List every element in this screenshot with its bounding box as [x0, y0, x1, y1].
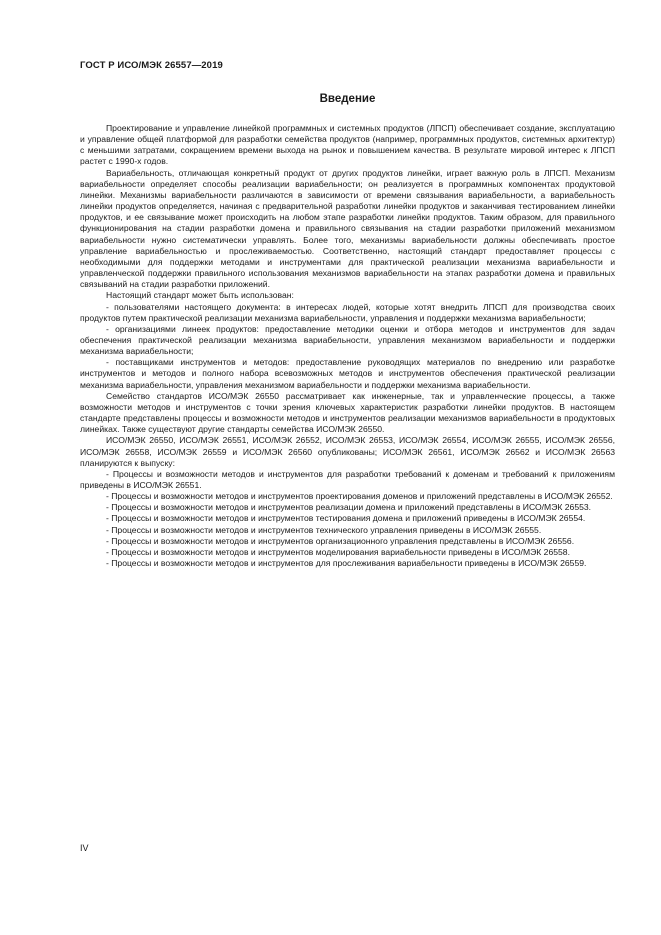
list-item: - Процессы и возможности методов и инструментов технического управления приведены в ИСО/МЭК 26555. [106, 524, 542, 535]
list-item: - организациями линеек продуктов: предоставление методики оценки и отбора методов и инструментов для задач обеспечения практической реализации механизма вариабельности, управления механизмом вариабельности и поддержки механизма вариабельности; [80, 323, 615, 357]
list-item: - Процессы и возможности методов и инструментов организационного управления представлены в ИСО/МЭК 26556. [106, 535, 575, 546]
page-number: IV [80, 843, 89, 853]
list-item: - Процессы и возможности методов и инструментов проектирования доменов и приложений представлены в ИСО/МЭК 26552. [106, 491, 613, 502]
document-header: ГОСТ Р ИСО/МЭК 26557—2019 [80, 60, 223, 71]
list-item: - поставщиками инструментов и методов: предоставление руководящих материалов по внедрению или разработке инструментов и методов и полного набора всевозможных методов и инструментов обеспечения практической реализации механизма вариабельности, управления механизмом вариабельности и поддержки механизма вариабельности. [80, 357, 615, 390]
list-item: - Процессы и возможности методов и инструментов моделирования вариабельности приведены в ИСО/МЭК 26558. [106, 546, 570, 557]
paragraph: Вариабельность, отличающая конкретный продукт от других продуктов линейки, играет важную роль в ЛПСП. Механизм вариабельности определяет способы реализации вариабельности; он реализуется в программных компонентах продуктовой линейки. Механизмы вариабельности различаются в зависимости от времени связывания вариабельности, а вариабельность линейки продуктов определяется, начиная с предварительной разработки линейки продуктов и заканчивая тестированием линейки продуктов, и ее связывание может происходить на любом этапе разработки линейки продуктов. Таким образом, для правильного функционирования на стадии разработки домена и правильного связывания на стадии разработки приложений механизмом вариабельности нужно систематически управлять. Более того, механизмы вариабельности должны обеспечивать простое управление вариабельностью и прослеживаемостью. Соответственно, настоящий стандарт предоставляет процессы с необходимыми для поддержки методами и инструментами для практической реализации механизма вариабельности и управленческой поддержки правильного использования механизмов вариабельности на этапах разработки домена и правильных связываний на стадии разработки приложений. [80, 167, 615, 290]
list-item: - Процессы и возможности методов и инструментов тестирования домена и приложений приведены в ИСО/МЭК 26554. [106, 513, 586, 524]
body-text [80, 123, 615, 569]
paragraph: ИСО/МЭК 26550, ИСО/МЭК 26551, ИСО/МЭК 26552, ИСО/МЭК 26553, ИСО/МЭК 26554, ИСО/МЭК 26555, ИСО/МЭК 26556, ИСО/МЭК 26558, ИСО/МЭК 26559 и ИСО/МЭК 26560 опубликованы; ИСО/МЭК 26561, ИСО/МЭК 26562 и ИСО/МЭК 26563 планируются к выпуску: [80, 435, 615, 468]
list-item: - Процессы и возможности методов и инструментов для прослеживания вариабельности приведены в ИСО/МЭК 26559. [106, 558, 587, 569]
list-item: - Процессы и возможности методов и инструментов реализации домена и приложений представлены в ИСО/МЭК 26553. [106, 502, 592, 513]
paragraph: Проектирование и управление линейкой программных и системных продуктов (ЛПСП) обеспечивает создание, эксплуатацию и управление общей платформой для разработки семейства продуктов (например, программных продуктов, системных архитектур) с меньшими затратами, сокращением времени выхода на рынок и повышением качества. В результате мировой интерес к ЛПСП растет с 1990-х годов. [80, 123, 615, 167]
paragraph: Семейство стандартов ИСО/МЭК 26550 рассматривает как инженерные, так и управленческие процессы, а также возможности методов и инструментов с точки зрения ключевых характеристик разработки линейки продуктов. В настоящем стандарте представлены процессы и возможности методов и инструментов реализации механизмов вариабельности в продуктовых линейках. Также существуют другие стандарты семейства ИСО/МЭК 26550. [80, 390, 615, 435]
list-item: - пользователями настоящего документа: в интересах людей, которые хотят внедрить ЛПСП для производства своих продуктов путем практической реализации механизма вариабельности, управления и поддержки механизма вариабельности; [80, 301, 615, 323]
paragraph: Настоящий стандарт может быть использован: [106, 290, 294, 301]
list-item: - Процессы и возможности методов и инструментов для разработки требований к доменам и требований к приложениям приведены в ИСО/МЭК 26551. [80, 468, 615, 490]
section-title: Введение [319, 93, 376, 105]
